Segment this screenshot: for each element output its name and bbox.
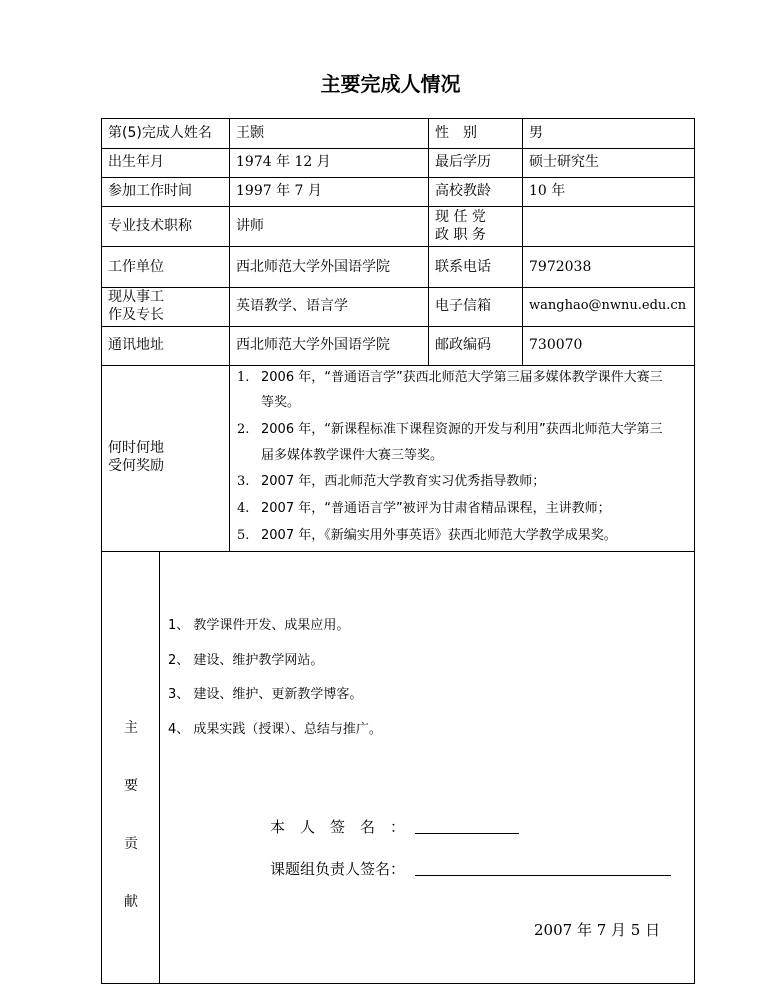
value-phone: 7972038	[529, 259, 592, 275]
award-num: 3.	[237, 474, 250, 489]
value-gender: 男	[529, 125, 543, 141]
label-specialty-line1: 现从事工	[108, 289, 164, 305]
contrib-label-char: 要	[124, 778, 138, 794]
signature-leader-label: 课题组负责人签名：	[270, 860, 406, 878]
value-birth: 1974 年 12 月	[236, 154, 331, 170]
value-title: 讲师	[236, 218, 264, 234]
label-employer: 工作单位	[108, 259, 164, 275]
page-title: 主要完成人情况	[320, 72, 461, 96]
value-postcode: 730070	[529, 337, 583, 353]
award-line1: 2007 年，西北师范大学教育实习优秀指导教师；	[261, 474, 546, 489]
label-party-post-line1: 现 任 党	[435, 209, 486, 225]
contribution-item: 4、 成果实践（授课）、总结与推广。	[168, 722, 382, 737]
label-education: 最后学历	[435, 154, 491, 170]
signature-self-label: 本 人 签 名 ：	[270, 818, 406, 836]
contrib-label-char: 献	[124, 894, 138, 910]
info-table	[101, 118, 695, 984]
contribution-item: 3、 建设、维护、更新教学博客。	[168, 687, 363, 702]
award-num: 2.	[237, 422, 250, 437]
award-num: 1.	[237, 370, 250, 385]
award-item	[237, 470, 545, 489]
value-teaching-years: 10 年	[529, 183, 566, 199]
awards-label-line1: 何时何地	[108, 440, 164, 456]
signature-leader-line[interactable]	[415, 875, 671, 876]
award-item-cont: 等奖。	[261, 395, 301, 410]
label-postcode: 邮政编码	[435, 337, 491, 353]
label-birth: 出生年月	[108, 154, 164, 170]
label-name: 第(5)完成人姓名	[108, 125, 212, 141]
value-name: 王颢	[236, 125, 264, 141]
label-address: 通讯地址	[108, 337, 164, 353]
award-item	[237, 418, 663, 437]
value-specialty: 英语教学、语言学	[236, 298, 348, 314]
value-email: wanghao@nwnu.edu.cn	[529, 298, 687, 313]
award-item	[237, 366, 663, 385]
label-party-post-line2: 政 职 务	[435, 227, 486, 243]
value-address: 西北师范大学外国语学院	[236, 337, 390, 353]
award-line1: 2006 年，“新课程标准下课程资源的开发与利用”获西北师范大学第三	[261, 422, 663, 437]
contribution-item: 1、 教学课件开发、成果应用。	[168, 618, 350, 633]
label-phone: 联系电话	[435, 259, 491, 275]
award-item-cont: 届多媒体教学课件大赛三等奖。	[261, 448, 444, 463]
label-gender: 性 别	[435, 125, 477, 141]
awards-label-line2: 受何奖励	[108, 458, 164, 474]
label-work-start: 参加工作时间	[108, 183, 192, 199]
contrib-label-char: 贡	[124, 836, 138, 852]
label-specialty-line2: 作及专长	[108, 307, 164, 323]
label-teaching-years: 高校教龄	[435, 183, 491, 199]
award-item	[237, 497, 611, 516]
value-education: 硕士研究生	[529, 154, 599, 170]
signature-self-line[interactable]	[415, 833, 519, 834]
value-work-start: 1997 年 7 月	[236, 183, 322, 199]
contribution-item: 2、 建设、维护教学网站。	[168, 653, 324, 668]
value-employer: 西北师范大学外国语学院	[236, 259, 390, 275]
award-num: 5.	[237, 528, 250, 543]
award-line1: 2007 年，“普通语言学”被评为甘肃省精品课程，主讲教师；	[261, 501, 611, 516]
signature-date: 2007 年 7 月 5 日	[534, 921, 661, 939]
award-line1: 2006 年，“普通语言学”获西北师范大学第三届多媒体教学课件大赛三	[261, 370, 663, 385]
label-title: 专业技术职称	[108, 218, 192, 234]
award-item	[237, 524, 617, 543]
award-num: 4.	[237, 501, 250, 516]
label-email: 电子信箱	[435, 298, 491, 314]
contrib-label-char: 主	[124, 720, 138, 736]
award-line1: 2007 年，《新编实用外事英语》获西北师范大学教学成果奖。	[261, 528, 617, 543]
